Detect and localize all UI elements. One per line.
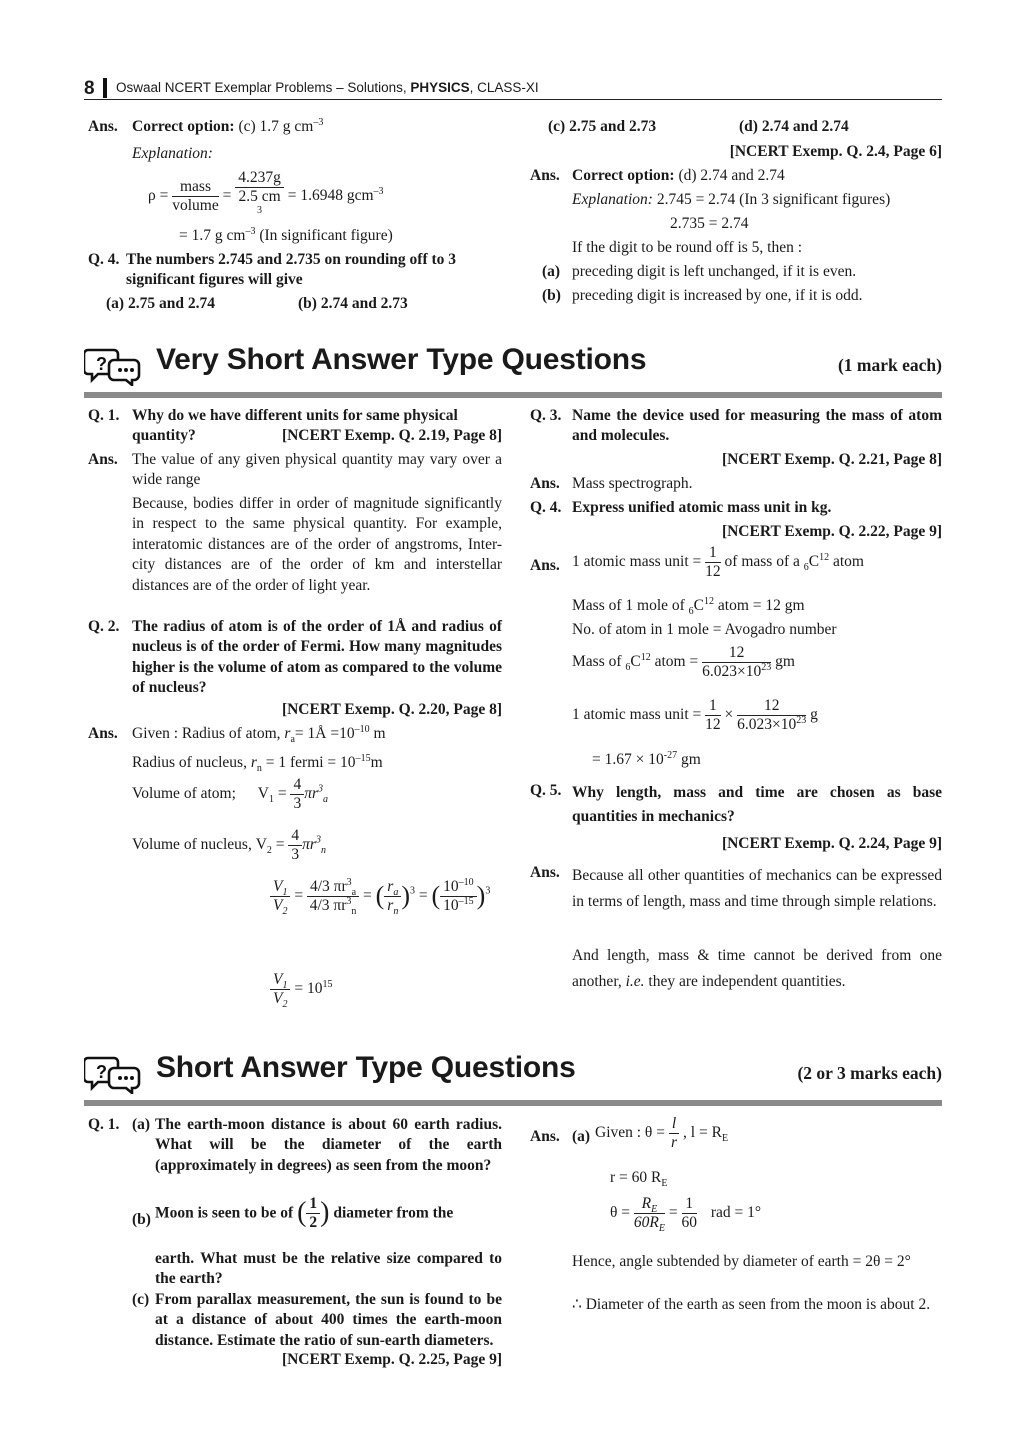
- reference: [NCERT Exemp. Q. 2.22, Page 9]: [721, 523, 942, 540]
- volume-ratio-result: $\frac{V_1}{V_2}$ = $10^{15}$: [270, 971, 332, 1008]
- explanation-label: Explanation:: [132, 145, 213, 162]
- volume-atom-equation: Volume of atom; $V_1$ = $\frac{4}{3}$ $\pi r^3_a$: [132, 776, 329, 812]
- top-right-column: [530, 117, 942, 317]
- question-text-line1: Why do we have different units for same physical: [132, 407, 458, 424]
- answer-label: Ans.: [530, 167, 560, 184]
- answer-label: Ans.: [88, 725, 118, 742]
- part-b-text: earth. What must be the relative size compared to the earth?: [155, 1250, 502, 1288]
- mole-mass: Mass of 1 mole of $_6C^{12}$ atom = 12 gm: [572, 595, 805, 618]
- part-b-line1: Moon is seen to be of ( $\frac{1}{2}$ ) diameter from the: [155, 1195, 454, 1231]
- amu-result: = $1.67 \times 10^{-27}$ gm: [592, 749, 701, 768]
- question-text-line2: quantity?: [132, 427, 196, 444]
- question-text-line2: significant figures will give: [126, 271, 303, 288]
- option-b: (b) 2.74 and 2.73: [298, 295, 408, 312]
- reference: [NCERT Exemp. Q. 2.21, Page 8]: [721, 451, 942, 468]
- option-a: (a) 2.75 and 2.74: [106, 295, 215, 312]
- part-c-text: From parallax measurement, the sun is found to be at a distance of about 400 times the earth-moon distance. Estimate the ratio of sun-earth diameters.: [155, 1291, 502, 1349]
- answer-label: Ans.: [88, 118, 118, 135]
- conclusion: ∴ Diameter of the earth as seen from the moon is about 2.: [572, 1296, 931, 1313]
- sa-right-column: [530, 1115, 942, 1355]
- question-label: Q. 4.: [88, 251, 120, 268]
- part-a-text: The earth-moon distance is about 60 earth radius. What will be the diameter of the earth (approximately in degrees) as seen from the moon?: [155, 1116, 502, 1174]
- header-rule: [84, 99, 942, 100]
- reference: [NCERT Exemp. Q. 2.19, Page 8]: [281, 427, 502, 444]
- question-label: Q. 3.: [530, 407, 562, 424]
- answer-label: Ans.: [530, 475, 560, 492]
- question-text: Express unified atomic mass unit in kg.: [572, 499, 832, 516]
- section-rule: [84, 1100, 942, 1106]
- section-title: Very Short Answer Type Questions: [156, 343, 647, 376]
- question-chat-icon: [84, 1054, 142, 1094]
- angle-result: Hence, angle subtended by diameter of earth = 2θ = 2°: [572, 1253, 911, 1270]
- page-header: [84, 76, 942, 100]
- answer-paragraph: The value of any given physical quantity may vary over a wide range: [132, 451, 502, 489]
- theta-definition: Given : θ = $\frac{l}{r}$ , $l = R_E$: [595, 1115, 729, 1151]
- rounding-rule: If the digit to be round off is 5, then :: [572, 239, 803, 256]
- question-text: Why length, mass and time are chosen as base quantities in mechanics?: [572, 784, 942, 826]
- given-radius-nucleus: Radius of nucleus, $r_n = 1$ fermi = $10^{-15}m$: [132, 752, 383, 775]
- volume-ratio-equation: $\frac{V_1}{V_2}$ = $\frac{4/3 \pi r^3_a}{4/3 \pi r^3_n}$ = ( $\frac{r_a}{r_n}$ )$^3$ = ( $\frac{10^{-10}}{10^{-15}}$ )$^3$: [270, 878, 490, 915]
- question-label: Q. 2.: [88, 618, 120, 635]
- part-b-label: (b): [132, 1211, 151, 1228]
- avogadro-line: No. of atom in 1 mole = Avogadro number: [572, 621, 837, 638]
- part-a-label: (a): [132, 1116, 151, 1133]
- page-number: 8: [84, 78, 95, 99]
- section-rule: [84, 392, 942, 398]
- question-label: Q. 1.: [88, 1116, 120, 1133]
- explanation: Explanation: 2.745 = 2.74 (In 3 significant figures): [572, 191, 891, 208]
- svg-text:?: ?: [96, 354, 107, 374]
- section-title: Short Answer Type Questions: [156, 1051, 576, 1084]
- vsa-right-column: [530, 406, 942, 1006]
- reference: [NCERT Exemp. Q. 2.20, Page 8]: [281, 701, 502, 718]
- running-title: Oswaal NCERT Exemplar Problems – Solutions, PHYSICS, CLASS-XI: [116, 80, 539, 95]
- question-label: Q. 4.: [530, 499, 562, 516]
- density-equation: ρ = $\frac{\text{mass}}{\text{volume}}$ = 4.237g 2.5 cm $^3$ = 1.6948 gcm$^{-3}$: [148, 169, 384, 216]
- rule-b-text: preceding digit is increased by one, if it is odd.: [572, 287, 863, 304]
- explanation-line2: 2.735 = 2.74: [670, 215, 749, 232]
- theta-equation: θ = $\frac{R_E}{60R_E}$ = $\frac{1}{60}$ rad = 1°: [610, 1195, 762, 1234]
- answer-paragraph: Because, bodies differ in order of magnitude significantly in respect to the same physical quantity. For example, interatomic distances are of the order of angstroms, Inter-city distances are of the order of km and interstellar distances are of the order of light year.: [132, 495, 502, 594]
- answer-paragraph: Because all other quantities of mechanics can be expressed in terms of length, mass and time through simple relations.: [572, 867, 942, 911]
- radius-relation: r = 60 $R_E$: [610, 1169, 668, 1190]
- option-d: (d) 2.74 and 2.74: [739, 118, 849, 135]
- svg-text:?: ?: [96, 1062, 107, 1082]
- correct-option: Correct option: (c) 1.7 g $cm^{-3}$: [132, 116, 324, 135]
- question-label: Q. 1.: [88, 407, 120, 424]
- given-radius-atom: Given : Radius of atom, $r_a=$ 1Å $=10^{-10}$ m: [132, 723, 386, 746]
- volume-nucleus-equation: Volume of nucleus, $V_2$ = $\frac{4}{3}$ $\pi r^3_n$: [132, 827, 326, 863]
- rule-a-text: preceding digit is left unchanged, if it is even.: [572, 263, 857, 280]
- rounded-result: = 1.7 g $cm^{-3}$ (In significant figure): [179, 225, 393, 244]
- reference: [NCERT Exemp. Q. 2.24, Page 9]: [721, 835, 942, 852]
- top-left-column: [88, 117, 508, 317]
- part-c-label: (c): [132, 1291, 150, 1308]
- section-banner-short: [84, 1048, 942, 1108]
- answer-paragraph: And length, mass & time cannot be derived from one another, i.e. they are independent quantities.: [572, 947, 942, 991]
- part-a-label: (a): [572, 1128, 591, 1145]
- sa-left-column: [88, 1115, 502, 1375]
- question-text: Name the device used for measuring the mass of atom and molecules.: [572, 407, 942, 445]
- section-marks: (1 mark each): [837, 355, 942, 375]
- answer-label: Ans.: [530, 557, 560, 574]
- section-marks: (2 or 3 marks each): [797, 1063, 942, 1083]
- section-banner-very-short: [84, 340, 942, 400]
- vsa-left-column: [88, 406, 502, 1026]
- answer-label: Ans.: [530, 1128, 560, 1145]
- answer-label: Ans.: [88, 451, 118, 468]
- question-text-line1: The numbers 2.745 and 2.735 on rounding off to 3: [126, 251, 457, 268]
- rule-a-label: (a): [542, 263, 561, 280]
- question-text: The radius of atom is of the order of 1Å and radius of nucleus is of the order of Fermi. How many magnitudes higher is the volume of atom as compared to the volume of nucleus?: [132, 618, 502, 697]
- amu-definition: 1 atomic mass unit = $\frac{1}{12}$ of mass of a $_6C^{12}$ atom: [572, 544, 864, 580]
- question-chat-icon: [84, 346, 142, 386]
- amu-kg-equation: 1 atomic mass unit = $\frac{1}{12}$ × $\frac{12}{6.023\times 10^{23}}$ g: [572, 697, 818, 733]
- rule-b-label: (b): [542, 287, 561, 304]
- header-divider: [103, 78, 107, 98]
- correct-option: Correct option: (d) 2.74 and 2.74: [572, 167, 785, 184]
- reference: [NCERT Exemp. Q. 2.4, Page 6]: [729, 143, 942, 160]
- question-label: Q. 5.: [530, 782, 562, 799]
- answer-label: Ans.: [530, 864, 560, 881]
- option-c: (c) 2.75 and 2.73: [548, 118, 657, 135]
- atom-mass-equation: Mass of $_6C^{12}$ atom = $\frac{12}{6.023\times 10^{23}}$ gm: [572, 644, 795, 680]
- reference: [NCERT Exemp. Q. 2.25, Page 9]: [281, 1351, 502, 1368]
- answer-text: Mass spectrograph.: [572, 475, 693, 492]
